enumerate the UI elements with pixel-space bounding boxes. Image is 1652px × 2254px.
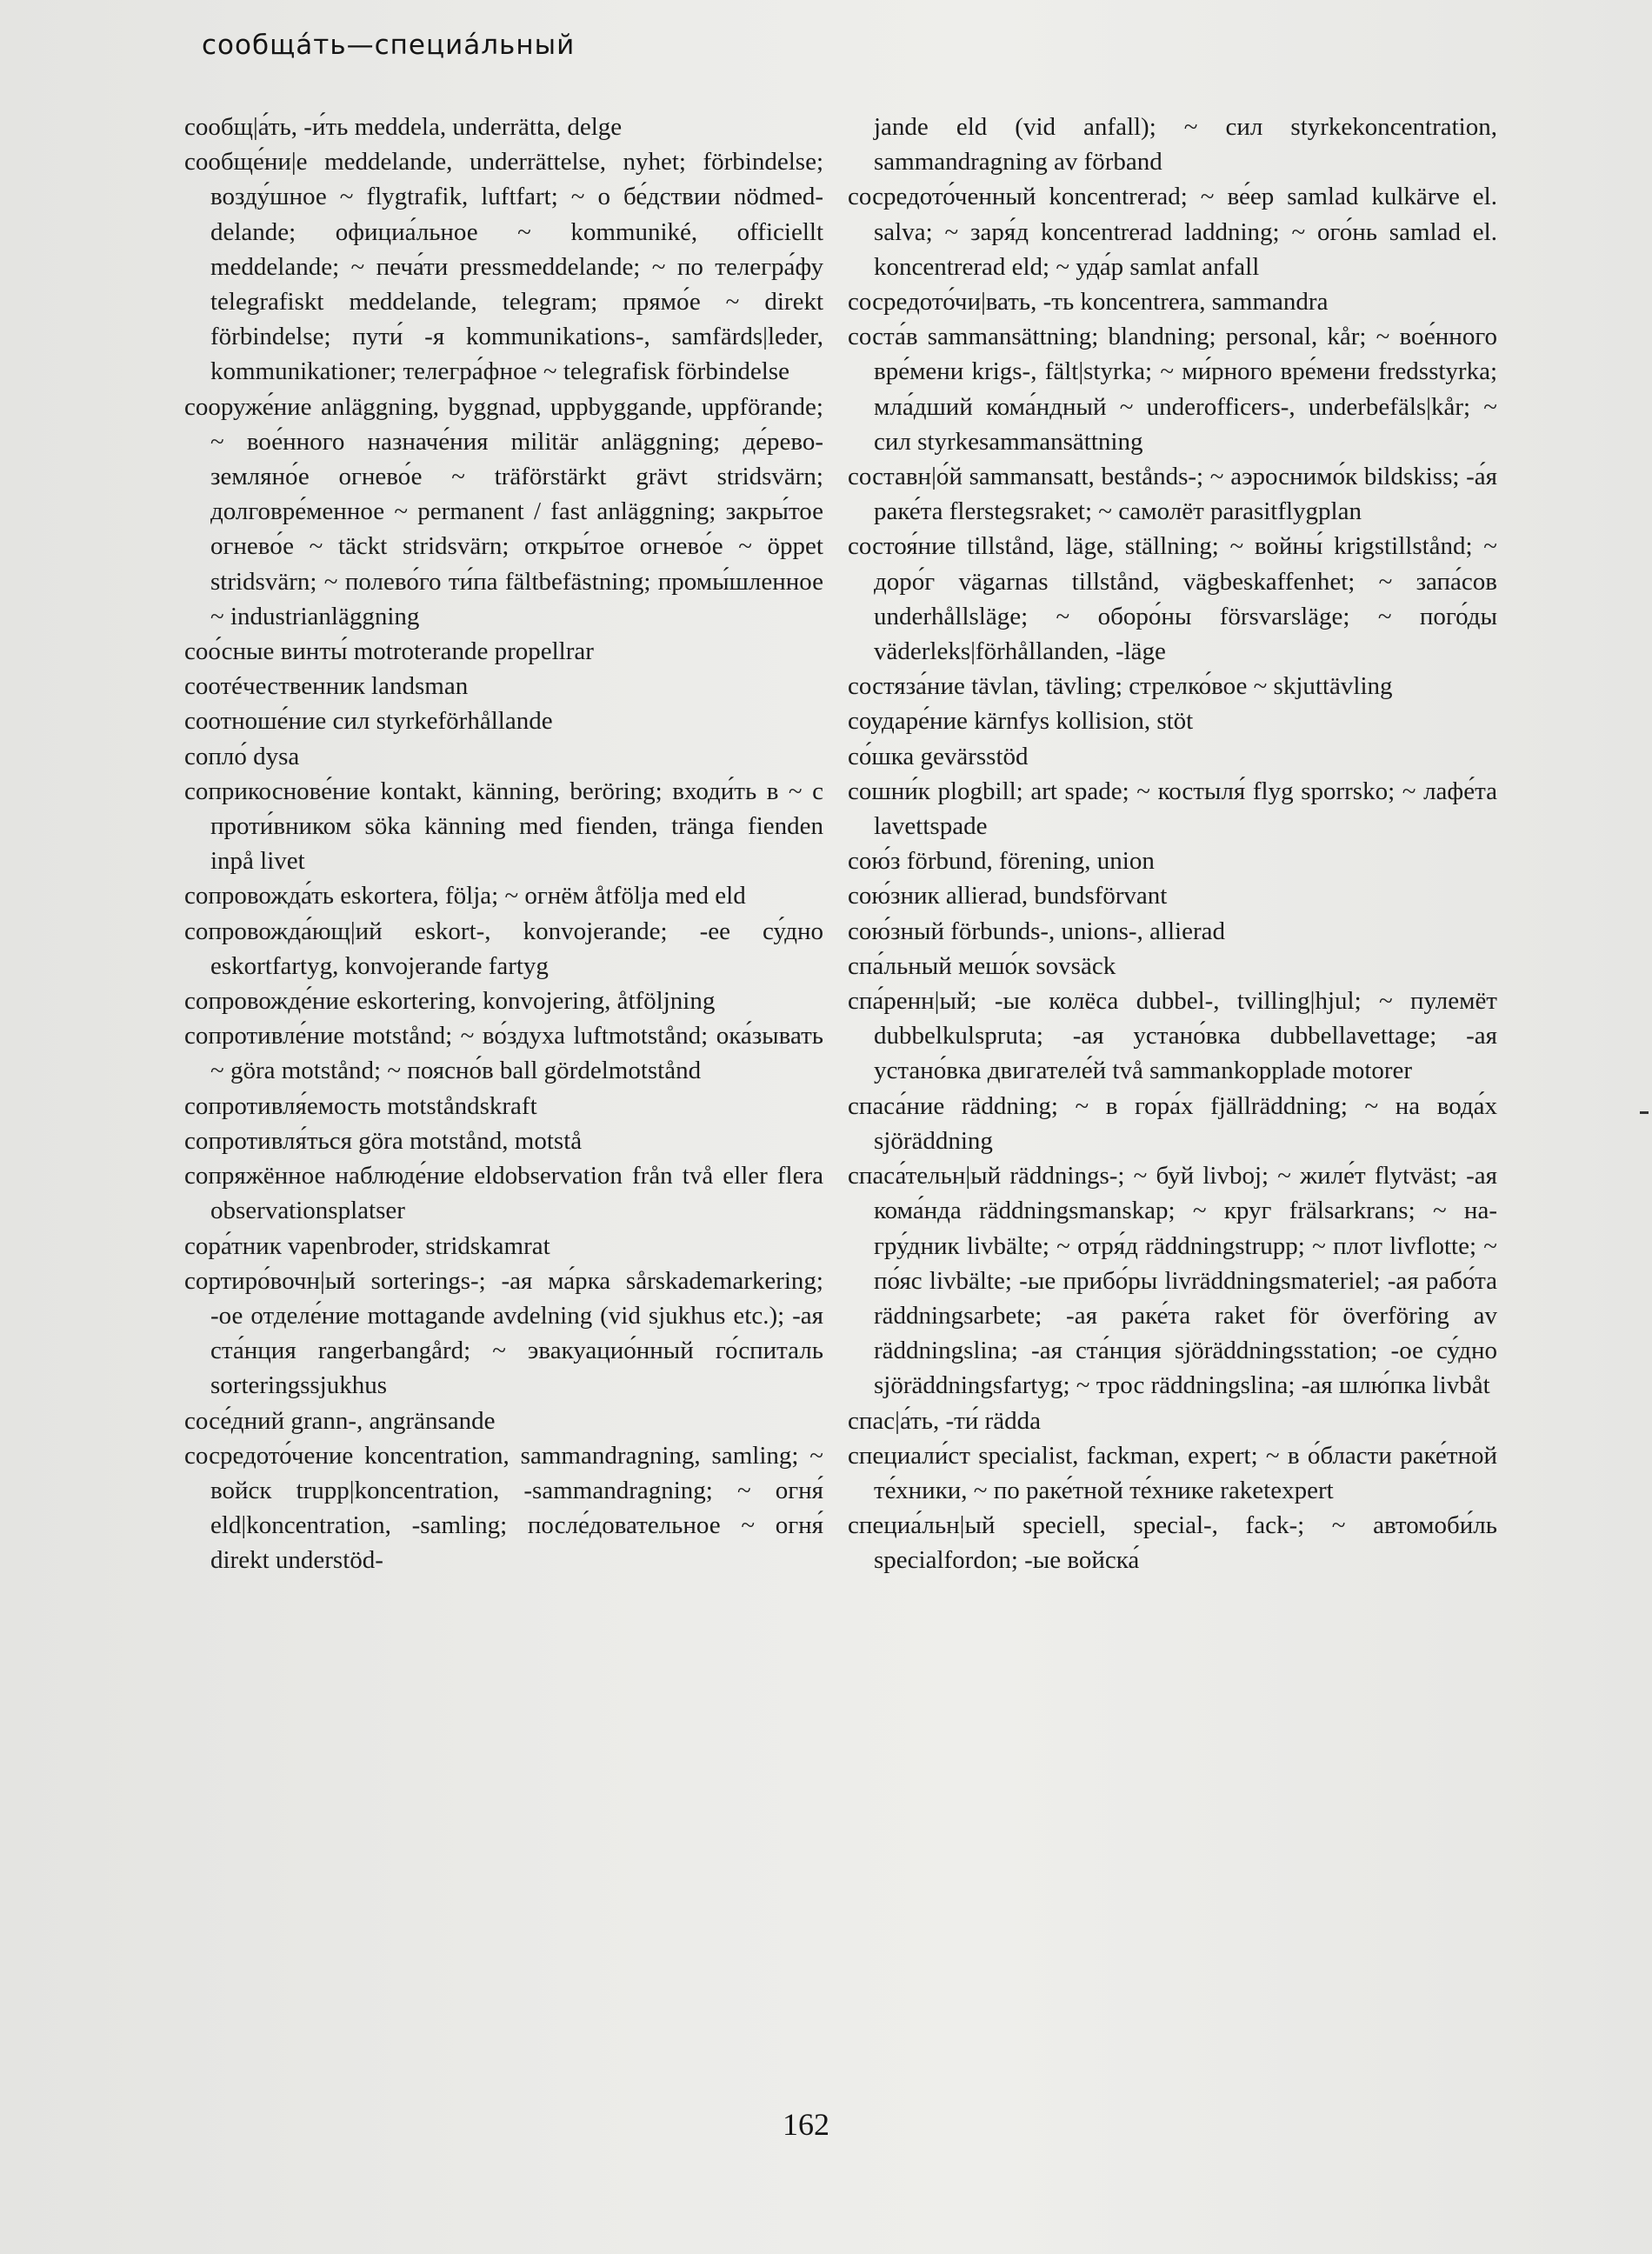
dictionary-entry: сосредото́ченный koncentrerad; ~ ве́ер samlad kulkärve el. salva; ~ заря́д koncentrerad laddning; ~ ого́нь samlad el. koncentrerad eld; ~ уда́р samlat anfall xyxy=(848,183,1497,281)
dictionary-entry: состяза́ние tävlan, tävling; стрелко́вое ~ skjuttävling xyxy=(848,672,1393,701)
entry-continuation: jande eld (vid anfall); ~ сил styrkekoncentration, sammandragning av förband xyxy=(874,113,1497,177)
dictionary-entry: спаса́тельн|ый räddnings-; ~ буй livboj; ~ жиле́т flytväst; -ая кома́нда räddningsmanskap; ~ круг frälsarkrans; ~ нагру́дник livbälte; ~ отря́д räddningstrupp; ~ плот livflotte; ~ по́яс livbälte; -ые прибо́ры livräddningsmateriel; -ая рабо́та räddningsarbete; -ая раке́та raket för överföring av räddningslina; -ая ста́нция sjöräddningsstation; -ое су́дно sjöräddningsfartyg; ~ трос räddningslina; -ая шлю́пка livbåt xyxy=(848,1162,1497,1400)
dictionary-entry: сообще́ни|е meddelande, underrättelse, nyhet; förbindelse; возду́шное ~ flygtrafik, luftfart; ~ о бе́дствии nödmeddelande; официа́льное ~ kommuniké, officiellt meddelande; ~ печа́ти pressmeddelande; ~ по телегра́фу telegrafiskt meddelande, telegram; прямо́е ~ direkt förbindelse; пути́ -я kommunikations-, samfärds|leder, kommunikationer; телегра́фное ~ telegrafisk förbindelse xyxy=(184,148,823,386)
dictionary-entry: соотноше́ние сил styrkeförhållande xyxy=(184,707,553,736)
dictionary-entry: сою́зник allierad, bundsförvant xyxy=(848,882,1168,910)
dictionary-entry: спа́льный мешо́к sovsäck xyxy=(848,951,1116,980)
dictionary-entry: сортиро́вочн|ый sorterings-; -ая ма́рка sårskademarkering; -ое отделе́ние mottagande avdelning (vid sjukhus etc.); -ая ста́нция rangerbangård; ~ эвакуацио́нный го́спиталь sorteringssjukhus xyxy=(184,1266,823,1400)
dictionary-entry: соприкоснове́ние kontakt, känning, beröring; входи́ть в ~ с проти́вником söka känning med fienden, tränga fienden inpå livet xyxy=(184,777,823,876)
margin-mark xyxy=(1640,1111,1649,1114)
dictionary-entry: составн|о́й sammansatt, bestånds-; ~ аэроснимо́к bildskiss; -а́я раке́та flerstegsraket; ~ самолёт parasitflygplan xyxy=(848,463,1497,526)
dictionary-entry: специали́ст specialist, fackman, expert; ~ в о́бласти раке́тной те́хники, ~ по раке́тной те́хнике raketexpert xyxy=(848,1441,1497,1504)
dictionary-entry: сопровожда́ть eskortera, följa; ~ огнём åtfölja med eld xyxy=(184,882,746,910)
dictionary-entry: сосе́дний grann-, angränsande xyxy=(184,1406,496,1435)
dictionary-entry: сопровожда́ющ|ий eskort-, konvojerande; -ее су́дно eskortfartyg, konvojerande fartyg xyxy=(184,917,823,980)
left-column xyxy=(184,110,823,1578)
dictionary-entry: сопло́ dysa xyxy=(184,742,300,770)
dictionary-entry: состоя́ние tillstånd, läge, ställning; ~ войны́ krigstillstånd; ~ доро́г vägarnas tillstånd, vägbeskaffenhet; ~ запа́сов underhållsläge; ~ оборо́ны försvarsläge; ~ пого́ды väderleks|förhållanden, -läge xyxy=(848,532,1497,666)
dictionary-entry: сосредото́чение koncentration, sammandragning, samling; ~ войск trupp|koncentration, -sammandragning; ~ огня́ eld|koncentration, -samling; после́довательное ~ огня́ direkt understöd- xyxy=(184,1441,823,1575)
dictionary-entry: сопротивля́ться göra motstånd, motstå xyxy=(184,1126,583,1155)
running-head: сообща́ть—специа́льный xyxy=(202,30,576,61)
dictionary-entry: сора́тник vapenbroder, stridskamrat xyxy=(184,1231,550,1260)
dictionary-entry: сою́зный förbunds-, unions-, allierad xyxy=(848,917,1225,945)
dictionary-entry: спаса́ние räddning; ~ в гора́х fjällräddning; ~ на вода́х sjöräddning xyxy=(848,1091,1497,1155)
dictionary-entry: сою́з förbund, förening, union xyxy=(848,847,1155,876)
dictionary-entry: соста́в sammansättning; blandning; personal, kår; ~ вое́нного вре́мени krigs-, fält|styrka; ~ ми́рного вре́мени fredsstyrka; мла́дший кома́ндный ~ underofficers-, underbefäls|kår; ~ сил styrkesammansättning xyxy=(848,323,1497,456)
dictionary-entry: соотéчественник landsman xyxy=(184,672,469,701)
dictionary-entry: специа́льн|ый speciell, special-, fack-; ~ автомоби́ль specialfordon; -ые войска́ xyxy=(848,1511,1497,1575)
dictionary-entry: сопротивля́емость motståndskraft xyxy=(184,1091,537,1120)
dictionary-entry: спас|а́ть, -ти́ rädda xyxy=(848,1406,1041,1435)
dictionary-entry: сопряжённое наблюде́ние eldobservation från två eller flera observationsplatser xyxy=(184,1162,823,1225)
dictionary-entry: соо́сные винты́ motroterande propellrar xyxy=(184,637,594,666)
dictionary-entry: сообщ|а́ть, -и́ть meddela, underrätta, delge xyxy=(184,113,623,141)
right-column xyxy=(848,110,1497,1578)
dictionary-entry: соударе́ние kärnfys kollision, stöt xyxy=(848,707,1194,736)
dictionary-entry: со́шка gevärsstöd xyxy=(848,742,1029,770)
dictionary-entry: сопротивле́ние motstånd; ~ во́здуха luftmotstånd; ока́зывать ~ göra motstånd; ~ поясно́в ball gördelmotstånd xyxy=(184,1022,823,1085)
dictionary-entry: сооруже́ние anläggning, byggnad, uppbyggande, uppförande; ~ вое́нного назначе́ния militär anläggning; де́рево-земляно́е огнево́е ~ träförstärkt grävt stridsvärn; долговре́менное ~ permanent / fast anläggning; закры́тое огнево́е ~ täckt stridsvärn; откры́тое огнево́е ~ öppet stridsvärn; ~ полево́го ти́па fältbefästning; промы́шленное ~ industrianläggning xyxy=(184,392,823,630)
page-number: 162 xyxy=(783,2107,829,2142)
dictionary-entry: сошни́к plogbill; art spade; ~ костыля́ flyg sporrsko; ~ лафе́та lavettspade xyxy=(848,777,1497,841)
dictionary-entry: сосредото́чи|вать, -ть koncentrera, sammandra xyxy=(848,288,1329,317)
dictionary-entry: спа́ренн|ый; -ые колёса dubbel-, tvilling|hjul; ~ пулемёт dubbelkulspruta; -ая устано́вка dubbellavettage; -ая устано́вка двигателе́й två sammankopplade motorer xyxy=(848,987,1497,1085)
dictionary-entry: сопровожде́ние eskortering, konvojering, åtföljning xyxy=(184,987,716,1016)
